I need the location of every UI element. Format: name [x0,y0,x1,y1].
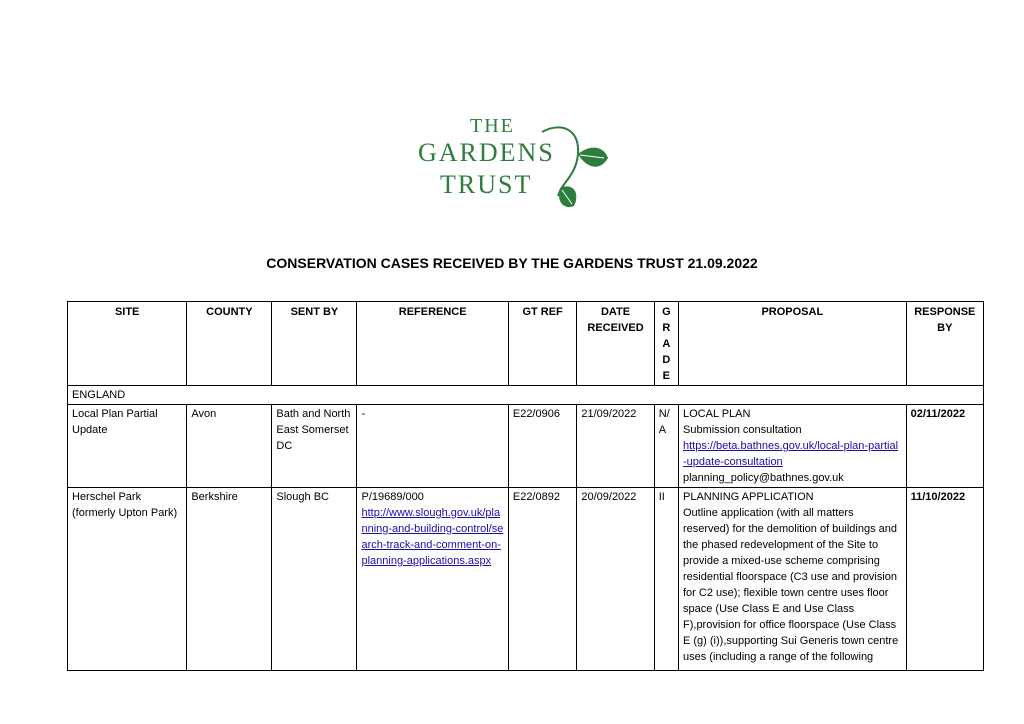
cell-site: Herschel Park (formerly Upton Park) [68,488,187,671]
cell-date-received: 21/09/2022 [577,405,654,488]
header-reference: REFERENCE [357,302,508,386]
section-row [68,386,984,405]
cell-gt-ref: E22/0892 [508,488,577,671]
table-row [68,405,984,488]
logo-line-trust: TRUST [440,170,533,199]
cell-date-received: 20/09/2022 [577,488,654,671]
header-date-received: DATE RECEIVED [577,302,654,386]
cell-site: Local Plan Partial Update [68,405,187,488]
proposal-text: Submission consultation [683,424,802,436]
logo-line-the: THE [470,115,515,137]
logo-line-gardens: GARDENS [418,138,555,167]
section-england: ENGLAND [68,386,984,405]
header-response-by: RESPONSE BY [906,302,983,386]
reference-link[interactable]: http://www.slough.gov.uk/planning-and-building-control/search-track-and-comment-on-planning-applications.aspx [361,507,504,567]
cell-response-by: 11/10/2022 [906,488,983,671]
reference-number: P/19689/000 [361,491,424,503]
proposal-link[interactable]: https://beta.bathnes.gov.uk/local-plan-partial-update-consultation [683,440,899,468]
document-title: CONSERVATION CASES RECEIVED BY THE GARDENS TRUST 21.09.2022 [266,255,758,271]
cell-proposal [679,405,907,488]
header-grade: GR AD E [654,302,678,386]
header-proposal: PROPOSAL [679,302,907,386]
header-gt-ref: GT REF [508,302,577,386]
cell-reference [357,488,508,671]
table-row [68,488,984,671]
header-site: SITE [68,302,187,386]
cell-grade: N/A [654,405,678,488]
conservation-cases-table [67,301,984,671]
cell-gt-ref: E22/0906 [508,405,577,488]
proposal-email: planning_policy@bathnes.gov.uk [683,472,844,484]
proposal-type: PLANNING APPLICATION [683,491,814,503]
cell-sent-by: Bath and North East Somerset DC [272,405,357,488]
cell-county: Berkshire [187,488,272,671]
cell-sent-by: Slough BC [272,488,357,671]
header-county: COUNTY [187,302,272,386]
cell-grade: II [654,488,678,671]
leaf-vine-icon [540,118,612,210]
proposal-text: Outline application (with all matters reserved) for the demolition of buildings and the phased redevelopment of the Site to provide a mixed-use scheme comprising residential floorspace (C3 use and provision for C2 use); flexible town centre uses floor space (Use Class E and Use Class F),provision for office floorspace (Use Class E (g) (i)),supporting Sui Generis town centre uses (including a range of the following [683,507,899,663]
cell-proposal [679,488,907,671]
header-sent-by: SENT BY [272,302,357,386]
cell-response-by: 02/11/2022 [906,405,983,488]
cell-county: Avon [187,405,272,488]
table-header-row [68,302,984,386]
cell-reference: - [357,405,508,488]
proposal-type: LOCAL PLAN [683,408,751,420]
